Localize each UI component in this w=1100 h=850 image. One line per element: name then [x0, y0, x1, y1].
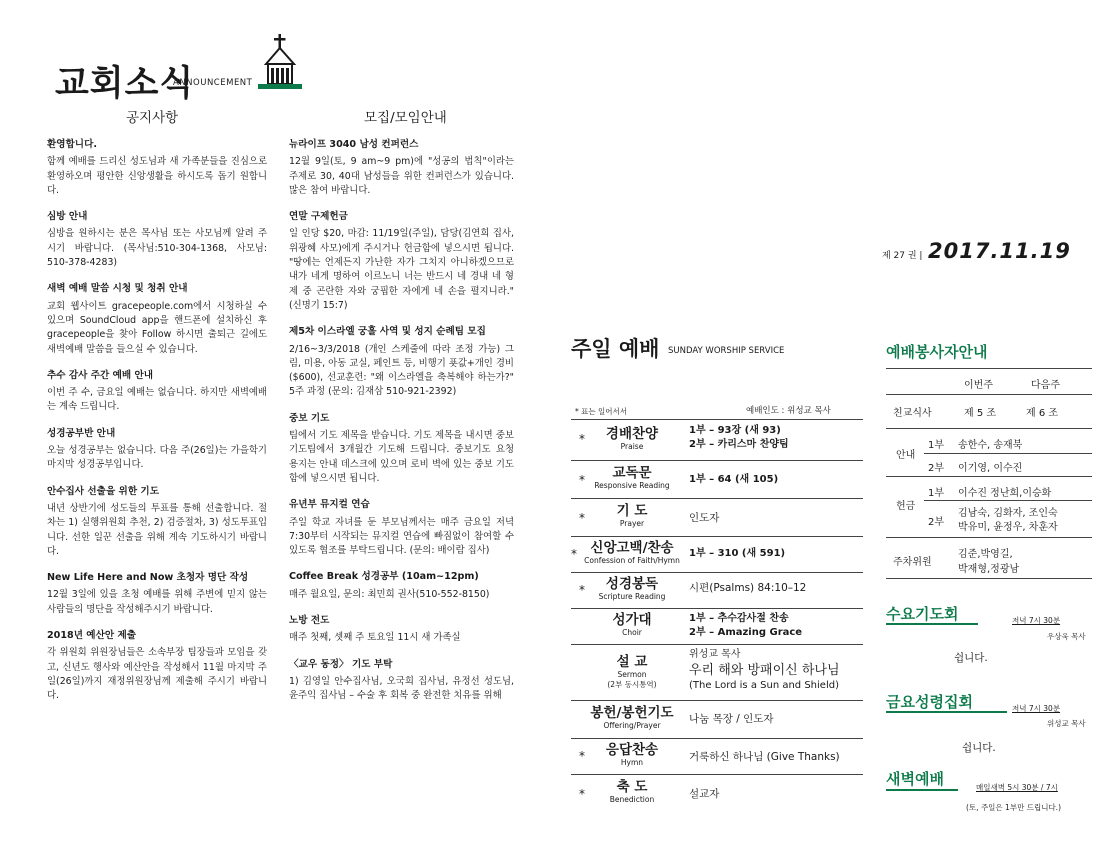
wednesday-time: 저녁 7시 30분 — [1012, 616, 1061, 625]
notice-body: 교회 웹사이트 gracepeople.com에서 시청하실 수 있으며 SoundCloud app을 핸드폰에 설치하신 후 gracepeople을 찾아 Follow 하시면 출퇴근 길에도 새벽예배 말씀을 들으실 수 있습니다. — [47, 300, 267, 355]
recruit-title: 노방 전도 — [289, 615, 330, 627]
worship-detail: 설교자 — [689, 788, 720, 800]
standing-mark: * — [571, 547, 577, 561]
worship-item-en: Scripture Reading — [598, 592, 666, 601]
worship-detail: 1부 – 93장 (새 93) — [689, 425, 781, 436]
offering-round: 1부 — [928, 488, 945, 499]
worship-row — [571, 419, 863, 461]
worship-item-ko: 성경봉독 — [605, 576, 659, 592]
recruit-item — [289, 614, 514, 646]
worship-item-en: Choir — [622, 628, 642, 637]
recruit-body: 팀에서 기도 제목을 받습니다. 기도 제목을 내시면 중보 기도팀에서 3개월간 기도해 드립니다. 중보기도 요청 용지는 안내 데스크에 있으며 로비 벽에 있는 중보 기도함에 넣으시면 됩니다. — [289, 430, 514, 484]
standing-mark: * — [579, 511, 585, 525]
servers-title: 예배봉사자안내 — [886, 343, 988, 361]
worship-item-ko: 봉헌/봉헌기도 — [590, 705, 674, 721]
worship-detail: 2부 – Amazing Grace — [689, 627, 803, 638]
divider — [924, 453, 1092, 454]
recruit-title: 유년부 뮤지컬 연습 — [289, 499, 370, 511]
notices-heading: 공지사항 — [126, 110, 179, 126]
notice-item — [47, 210, 267, 270]
notice-title: New Life Here and Now 초청자 명단 작성 — [47, 572, 249, 584]
worship-item-en: Offering/Prayer — [603, 721, 661, 730]
divider — [886, 537, 1092, 538]
worship-detail: 시편(Psalms) 84:10–12 — [689, 582, 807, 594]
sermon-title-en: (The Lord is a Sun and Shield) — [689, 680, 839, 691]
worship-row — [571, 644, 863, 701]
worship-item-en: Hymn — [620, 758, 644, 767]
offering-round: 2부 — [928, 517, 945, 528]
issue-date: 2017.11.19 — [928, 239, 1071, 263]
fellowship-this: 제 5 조 — [964, 408, 997, 419]
worship-item-en: Prayer — [619, 519, 645, 528]
notice-body: 이번 주 수, 금요일 예배는 없습니다. 하지만 새벽예배는 계속 드립니다. — [47, 387, 267, 413]
notice-title: 2018년 예산안 제출 — [47, 630, 136, 642]
recruit-title: 제5차 이스라엘 궁홀 사역 및 성지 순례팀 모집 — [289, 326, 486, 338]
dawn-title: 새벽예배 — [886, 770, 944, 788]
notice-body: 오늘 성경공부는 없습니다. 다음 주(26일)는 가을학기 마지막 성경공부입니다. — [47, 445, 267, 471]
usher-names: 송한수, 송재북 — [958, 440, 1023, 451]
divider — [886, 394, 1092, 395]
fellowship-label: 친교식사 — [893, 408, 932, 419]
recruit-body: 주일 학교 자녀를 둔 부모님께서는 매주 금요일 저녁 7:30부터 시작되는 뮤지컬 연습에 빠짐없이 참여할 수 있도록 협조를 부탁드립니다. (문의: 배이람 집사) — [289, 516, 514, 557]
worship-item-ko: 교독문 — [612, 465, 652, 481]
divider — [886, 368, 1092, 369]
usher-label: 안내 — [896, 450, 916, 461]
wednesday-pastor: 우상욱 목사 — [1047, 632, 1086, 641]
issue-number: 제 27 권 | — [882, 251, 923, 261]
notice-item — [47, 571, 267, 617]
wednesday-status: 쉽니다. — [954, 652, 988, 664]
standing-mark: * — [579, 432, 585, 446]
divider — [886, 428, 1092, 429]
usher-round: 2부 — [928, 463, 945, 474]
friday-time: 저녁 7시 30분 — [1012, 704, 1061, 713]
notice-item — [47, 282, 267, 356]
notice-body: 12월 3일에 있을 초청 예배를 위해 주변에 믿지 않는 사람들의 명단을 작성해주시기 바랍니다. — [47, 589, 267, 615]
worship-detail: 나눔 목장 / 인도자 — [689, 713, 774, 725]
offering-label: 헌금 — [896, 501, 916, 512]
recruit-item — [289, 210, 514, 313]
page-subtitle: ANNOUNCEMENT — [173, 78, 253, 88]
worship-subtitle: SUNDAY WORSHIP SERVICE — [668, 346, 785, 356]
standing-note: * 표는 일어서서 — [575, 407, 627, 416]
notice-body: 내년 상반기에 성도들의 투표를 통해 선출합니다. 절차는 1) 실행위원회 추천, 2) 검증절차, 3) 성도투표입니다. 선한 일꾼 선출을 위해 계속 기도하시기 바랍니다. — [47, 502, 267, 557]
recruit-item — [289, 412, 514, 486]
recruit-title: 뉴라이프 3040 남성 컨퍼런스 — [289, 139, 419, 150]
worship-item-ko: 응답찬송 — [605, 742, 659, 758]
worship-detail: 위성교 목사 — [689, 649, 741, 660]
church-icon — [258, 34, 302, 90]
standing-mark: * — [579, 749, 585, 763]
recruit-item — [289, 138, 514, 198]
worship-item-en: Praise — [620, 442, 644, 451]
recruit-item — [289, 658, 514, 704]
divider — [886, 711, 1007, 713]
notice-title: 안수집사 선출을 위한 기도 — [47, 485, 159, 497]
worship-detail: 2부 – 카리스마 찬양팀 — [689, 439, 789, 450]
notice-item — [47, 629, 267, 703]
worship-row — [571, 498, 863, 537]
parking-names: 박재형,정광남 — [958, 564, 1020, 575]
worship-item-ko: 경배찬양 — [605, 426, 659, 442]
worship-item-note: (2부 동시통역) — [607, 680, 657, 689]
notice-title: 새벽 예배 말씀 시청 및 청취 안내 — [47, 283, 188, 295]
standing-mark: * — [579, 787, 585, 801]
worship-row — [571, 774, 863, 813]
divider — [886, 476, 1092, 477]
divider — [886, 578, 1092, 579]
standing-mark: * — [579, 583, 585, 597]
worship-item-ko: 설 교 — [616, 654, 648, 670]
worship-detail: 1부 – 310 (새 591) — [689, 548, 786, 559]
divider — [886, 623, 978, 625]
notice-item — [47, 138, 267, 198]
worship-item-en: Benediction — [609, 795, 655, 804]
worship-leader: 예배인도 : 위성교 목사 — [746, 406, 831, 416]
notice-body: 각 위원회 위원장님들은 소속부장 팀장들과 모임을 갖고, 신년도 행사와 예산안을 작성해서 11월 마지막 주일(26일)까지 재정위원장님께 제출해 주시기 바랍니다. — [47, 647, 267, 702]
worship-detail: 1부 – 추수감사절 찬송 — [689, 613, 789, 624]
worship-title: 주일 예배 — [571, 337, 660, 361]
notice-title: 심방 안내 — [47, 211, 88, 223]
worship-row — [571, 536, 863, 573]
recruit-item — [289, 498, 514, 558]
standing-mark: * — [579, 473, 585, 487]
parking-label: 주차위원 — [893, 557, 932, 568]
notice-title: 성경공부반 안내 — [47, 427, 116, 439]
worship-row — [571, 460, 863, 499]
next-week-header: 다음주 — [1031, 380, 1060, 391]
notice-body: 함께 예배를 드리신 성도님과 새 가족분들을 진심으로 환영하오며 평안한 신앙생활을 하시도록 돕기 원합니다. — [47, 156, 267, 196]
recruit-body: 12월 9일(토, 9 am~9 pm)에 "성공의 법칙"이라는 주제로 30, 40대 남성들을 위한 컨퍼런스가 있습니다. 많은 참여 바랍니다. — [289, 156, 514, 196]
notices-column — [47, 138, 267, 716]
sermon-title: 우리 해와 방패이신 하나님 — [689, 663, 840, 678]
worship-row — [571, 738, 863, 775]
worship-item-ko: 축 도 — [616, 779, 648, 795]
divider — [886, 789, 958, 791]
notice-item — [47, 369, 267, 415]
worship-item-en: Sermon — [617, 670, 647, 679]
notice-item — [47, 485, 267, 559]
this-week-header: 이번주 — [964, 380, 993, 391]
worship-item-en: Confession of Faith/Hymn — [584, 556, 680, 565]
dawn-note: (토, 주일은 1부만 드립니다.) — [966, 803, 1061, 812]
recruit-column — [289, 138, 514, 716]
wednesday-title: 수요기도회 — [886, 605, 959, 623]
worship-detail: 거룩하신 하나님 (Give Thanks) — [689, 751, 840, 763]
page-title: 교회소식 — [55, 64, 195, 104]
recruit-body: 2/16~3/3/2018 (개인 스케줄에 따라 조정 가능) 그림, 미용, 아동 교실, 페인트 등, 비행기 푯값+개인 경비 ($600), 선교훈련: "왜 이스라엘을 축복해야 하는가?" 5주 과정 (문의: 김재삼 510-921-2392) — [289, 343, 514, 398]
worship-detail: 1부 – 64 (새 105) — [689, 474, 779, 485]
offering-names: 김남숙, 김화자, 조인숙 — [958, 508, 1058, 519]
recruit-body: 매주 월요일, 문의: 최민희 권사(510-552-8150) — [289, 588, 490, 600]
recruit-item — [289, 325, 514, 399]
recruit-heading: 모집/모임안내 — [364, 110, 447, 126]
dawn-time: 매일새벽 5시 30분 / 7시 — [976, 783, 1058, 792]
worship-row — [571, 572, 863, 609]
worship-row — [571, 608, 863, 645]
worship-item-ko: 신앙고백/찬송 — [590, 540, 674, 556]
recruit-title: Coffee Break 성경공부 (10am~12pm) — [289, 571, 479, 583]
worship-item-en: Responsive Reading — [594, 481, 670, 490]
notice-title: 환영합니다. — [47, 139, 97, 150]
recruit-item — [289, 570, 514, 602]
parking-names: 김준,박영길, — [958, 549, 1013, 560]
worship-row — [571, 700, 863, 739]
worship-item-ko: 기 도 — [616, 503, 648, 519]
recruit-body: 일 인당 $20, 마감: 11/19일(주일), 담당(김연희 집사, 위광혜 사모)에게 주시거나 헌금함에 넣으시면 됩니다. "땅에는 언제든지 가난한 자가 그치지 아니하겠으므로 내가 네게 명하여 이르노니 너는 반드시 네 경내 네 형제 중 곤란한 자와 궁핍한 자에게 네 손을 펼지니라." (신명기 15:7) — [289, 228, 514, 311]
friday-status: 쉽니다. — [962, 742, 996, 754]
worship-item-ko: 성가대 — [612, 612, 652, 628]
worship-detail: 인도자 — [689, 512, 720, 524]
notice-item — [47, 427, 267, 473]
offering-names: 이수진 정난희,이승화 — [958, 488, 1052, 499]
recruit-title: 연말 구제헌금 — [289, 211, 348, 223]
friday-pastor: 위성교 목사 — [1047, 719, 1086, 728]
usher-names: 이기영, 이수진 — [958, 463, 1023, 474]
recruit-title: 중보 기도 — [289, 412, 330, 424]
usher-round: 1부 — [928, 440, 945, 451]
recruit-title: 〈교우 동정〉 기도 부탁 — [289, 658, 393, 670]
friday-title: 금요성령집회 — [886, 693, 973, 711]
notice-title: 추수 감사 주간 예배 안내 — [47, 369, 154, 381]
notice-body: 심방을 원하시는 분은 목사님 또는 사모님께 알려 주시기 바랍니다. (목사님:510-304-1368, 사모님: 510-378-4283) — [47, 228, 267, 269]
recruit-body: 매주 첫째, 셋째 주 토요일 11시 새 가족실 — [289, 632, 461, 644]
fellowship-next: 제 6 조 — [1026, 408, 1059, 419]
divider — [924, 500, 1092, 501]
offering-names: 박유미, 윤정우, 차훈자 — [958, 522, 1058, 533]
recruit-body: 1) 김영일 안수집사님, 오국희 집사님, 유정선 성도님, 윤주익 집사님 – 수술 후 회복 중 완전한 치유를 위해 — [289, 675, 514, 702]
